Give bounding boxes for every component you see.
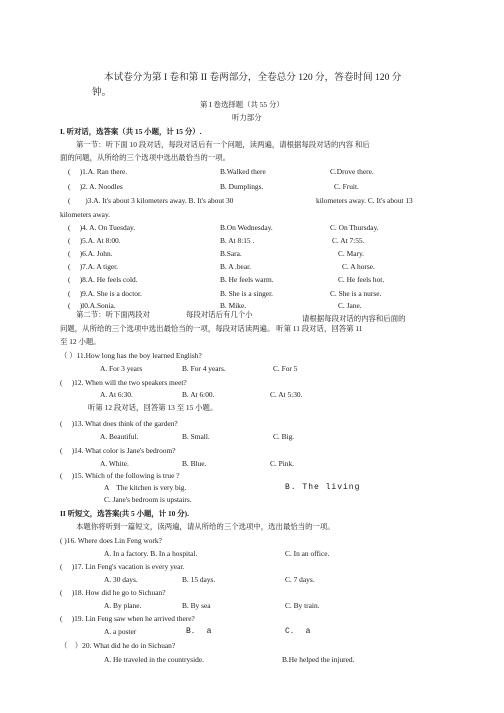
q3-wrap: kilometers away. bbox=[60, 210, 111, 219]
q20-option-b: B.He helped the injured. bbox=[282, 655, 355, 664]
q7-option-c: C. A horse. bbox=[342, 262, 375, 271]
q11-option-b: B. For 4 years. bbox=[182, 364, 226, 373]
q14-option-b: B. Blue. bbox=[182, 459, 207, 468]
q4-stem: ( )4. A. On Tuesday. bbox=[68, 223, 136, 232]
q20-stem: （ ）20. What did he do in Sichuan? bbox=[60, 641, 176, 650]
q15-option-a: A The kitchen is very big. bbox=[104, 483, 187, 492]
q11-option-a: A. For 3 years bbox=[100, 364, 143, 373]
q5-option-c: C. At 7:55. bbox=[332, 236, 365, 245]
q19-option-a: A. a poster bbox=[104, 627, 137, 636]
q15-option-b: B. The living bbox=[285, 483, 361, 492]
q1-stem: ( )1.A. Ran there. bbox=[68, 167, 128, 176]
q11-stem: （ ）11.How long has the boy learned English? bbox=[60, 351, 202, 360]
q10-stem: ( )l0.A.Sonia. bbox=[68, 301, 116, 310]
section2-intro: 本题你将听到一篇短文，读两遍，请从所给的三个选项中，选出最恰当的一项。 bbox=[76, 522, 335, 531]
q19-option-c: C． a bbox=[285, 627, 312, 636]
exam-intro-line1: 本试卷分为第 I 卷和第 II 卷两部分，全卷总分 120 分，答卷时间 120 分 bbox=[104, 72, 402, 83]
q6-option-b: B.Sara. bbox=[220, 249, 242, 258]
q10-option-b: B. Mike. bbox=[220, 301, 247, 310]
q5-stem: ( )5.A. At 8:00. bbox=[68, 236, 121, 245]
q9-option-c: C. She is a nurse. bbox=[330, 289, 382, 298]
q13-option-a: A. Beautiful. bbox=[100, 432, 139, 441]
q18-option-c: C. By train. bbox=[285, 601, 320, 610]
q13-option-c: C. Big. bbox=[273, 432, 295, 441]
q14-option-c: C. Pink. bbox=[270, 459, 295, 468]
q4-option-b: B.On Wednesday. bbox=[220, 223, 273, 232]
q18-option-b: B. By sea bbox=[182, 601, 211, 610]
q10-option-c: C. Jane. bbox=[338, 301, 362, 310]
q19-option-b: B． a bbox=[186, 627, 213, 636]
part1-intro-1: 第一节：听下面 10 段对话，每段对话后有一个问题，读两遍，请根据每段对话的内容 和后 bbox=[76, 140, 370, 149]
q18-stem: ( )18. How did he go to Sichuan? bbox=[60, 588, 166, 597]
q12-stem: ( )12. When will the two speakers meet? bbox=[60, 378, 187, 387]
q12-option-b: B. At 6:00. bbox=[182, 390, 215, 399]
q14-option-a: A. White. bbox=[100, 459, 129, 468]
q17-option-b: B. 15 days. bbox=[182, 575, 216, 584]
q13-option-b: B. Small. bbox=[182, 432, 210, 441]
q2-stem: ( )2. A. Noodles bbox=[68, 182, 123, 191]
q3-option-c: kilometers away. C. It's about 13 bbox=[316, 196, 413, 205]
exam-intro-line2: 钟。 bbox=[92, 87, 112, 98]
q16-option-c: C. In an office. bbox=[285, 549, 330, 558]
q12-option-c: C. At 5:30. bbox=[270, 390, 303, 399]
q1-option-b: B.Walked there bbox=[220, 167, 266, 176]
q11-option-c: C. For 5 bbox=[273, 364, 298, 373]
part2-intro-line2: 问题，从所给的三个选项中选出最恰当的一项，每段对话读两遍。 听第 11 段对话，回答第 11 bbox=[60, 324, 363, 333]
q12-option-a: A. At 6:30. bbox=[100, 390, 133, 399]
q8-stem: ( )8.A. He feels cold. bbox=[68, 275, 138, 284]
q7-stem: ( )7.A. A tiger. bbox=[68, 262, 119, 271]
q8-option-b: B. He feels warm. bbox=[220, 275, 274, 284]
dialogue12-instruction: 听第 12 段对话，回答第 13 至 15 小题。 bbox=[88, 403, 218, 412]
section2-header: II 听短文，选答案(共 5 小题，计 10 分). bbox=[60, 509, 189, 518]
q13-stem: ( )13. What does think of the garden? bbox=[60, 419, 178, 428]
q7-option-b: B. A .bear. bbox=[220, 262, 251, 271]
q17-option-c: C. 7 days. bbox=[285, 575, 315, 584]
part2-intro-line3: 至 12 小题。 bbox=[60, 337, 101, 346]
q19-stem: ( )19. Lin Feng saw when he arrived there? bbox=[60, 614, 195, 623]
section1-header: I. 听对话，选答案（共 15 小题，计 15 分）. bbox=[60, 127, 202, 136]
q4-option-c: C. On Thursday. bbox=[330, 223, 379, 232]
q9-option-b: B. She is a singer. bbox=[220, 289, 273, 298]
part2-intro-a: 第二节：听下面两段对 bbox=[76, 310, 150, 319]
q9-stem: ( )9.A. She is a doctor. bbox=[68, 289, 142, 298]
q14-stem: ( )14. What color is Jane's bedroom? bbox=[60, 446, 176, 455]
q18-option-a: A. By plane. bbox=[104, 601, 142, 610]
part1-intro-2: 面的问题，从所给的三个选项中选出最恰当的一项。 bbox=[60, 153, 230, 162]
q6-stem: ( )6.A. John. bbox=[68, 249, 113, 258]
q1-option-c: C.Drove there. bbox=[330, 167, 374, 176]
q15-stem: ( )15. Which of the following is true ? bbox=[60, 471, 180, 480]
q8-option-c: C. He feels hot. bbox=[338, 275, 385, 284]
q3-stem: ( )3.A. It's about 3 kilometers away. B. It's about 30 bbox=[68, 196, 234, 205]
q15-option-c: C. Jane's bedroom is upstairs. bbox=[104, 495, 192, 504]
part2-intro-b: 每段对话后有几个小 bbox=[186, 310, 253, 319]
listening-subtitle: 听力部分 bbox=[232, 113, 262, 122]
q2-option-c: C. Fruit. bbox=[334, 182, 359, 191]
q16-option-ab: A. In a factory. B. In a hospital. bbox=[104, 549, 198, 558]
q17-stem: ( )17. Lin Feng's vacation is every year. bbox=[60, 562, 185, 571]
q6-option-c: C. Mary. bbox=[338, 249, 365, 258]
q5-option-b: B. At 8:15 . bbox=[220, 236, 255, 245]
part2-intro-c: 请根据每段对话的内容和后面的 bbox=[302, 314, 406, 323]
volume-title: 第 I 卷选择题（共 55 分） bbox=[200, 100, 284, 109]
q2-option-b: B. Dumplings. bbox=[220, 182, 264, 191]
q16-stem: ( )16. Where does Lin Feng work? bbox=[60, 536, 162, 545]
q17-option-a: A. 30 days. bbox=[104, 575, 138, 584]
q20-option-a: A. He traveled in the countryside. bbox=[104, 655, 204, 664]
